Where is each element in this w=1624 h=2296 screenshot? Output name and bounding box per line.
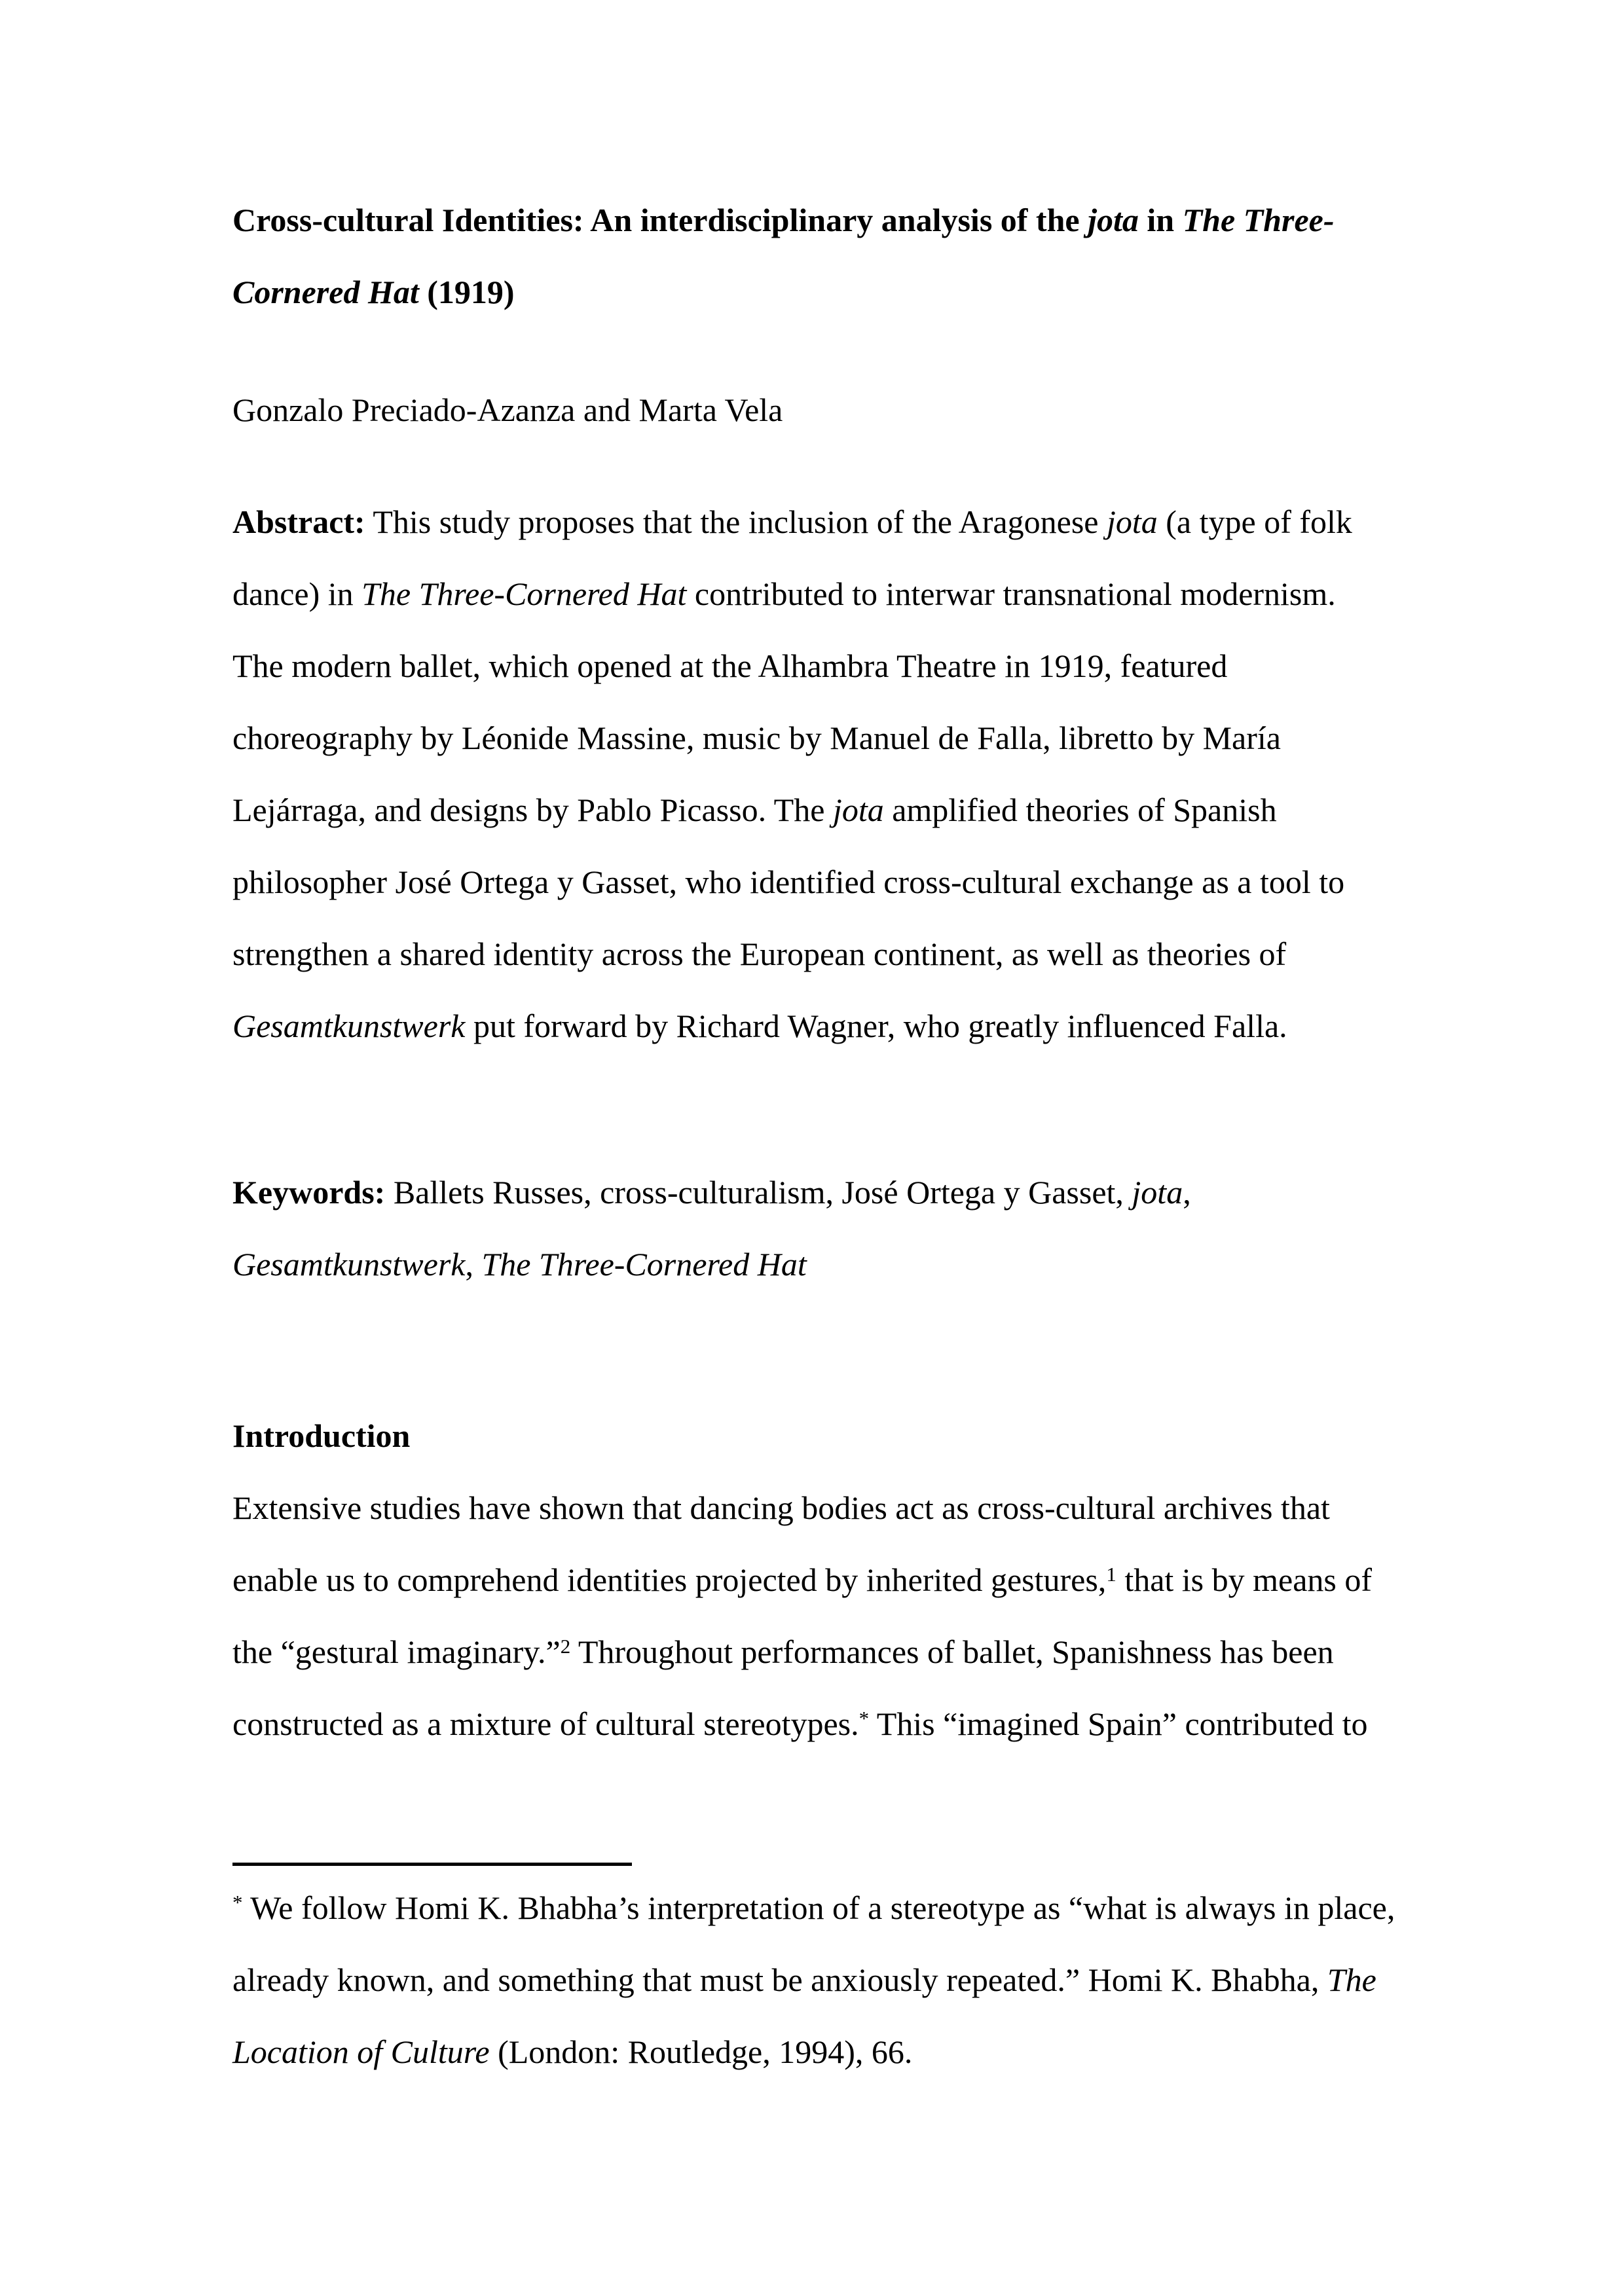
introduction-line: Extensive studies have shown that dancing bodies act as cross-cultural archives that	[232, 1489, 1330, 1526]
paper-title	[232, 184, 1382, 328]
paper-title-line: Cornered Hat (1919)	[232, 274, 515, 310]
authors	[232, 374, 1382, 446]
section-heading-introduction	[232, 1400, 1382, 1472]
introduction-line: the “gestural imaginary.”$^2$ Throughout performances of ballet, Spanishness has been	[232, 1633, 1334, 1670]
footnote	[232, 1872, 1395, 2088]
introduction-line: constructed as a mixture of cultural stereotypes.* This “imagined Spain” contributed to	[232, 1705, 1368, 1742]
paper-title-line: Cross-cultural Identities: An interdisciplinary analysis of the jota in The Three-	[232, 202, 1335, 238]
abstract-line: dance) in The Three-Cornered Hat contributed to interwar transnational modernism.	[232, 575, 1336, 612]
footnote-line: * We follow Homi K. Bhabha’s interpretation of a stereotype as “what is always in place,	[232, 1889, 1395, 1926]
introduction-paragraph	[232, 1472, 1382, 1760]
section-heading-line: Introduction	[232, 1417, 411, 1454]
authors-line: Gonzalo Preciado-Azanza and Marta Vela	[232, 392, 783, 428]
abstract-line: Lejárraga, and designs by Pablo Picasso. The jota amplified theories of Spanish	[232, 792, 1277, 828]
abstract-line: Abstract: This study proposes that the inclusion of the Aragonese jota (a type of folk	[232, 503, 1352, 540]
footnote-line: Location of Culture (London: Routledge, 1994), 66.	[232, 2033, 913, 2070]
keywords-line: Gesamtkunstwerk, The Three-Cornered Hat	[232, 1246, 807, 1283]
footnote-separator	[232, 1863, 632, 1866]
introduction-line: enable us to comprehend identities projected by inherited gestures,$^1$ that is by means of	[232, 1561, 1373, 1598]
keywords-paragraph	[232, 1156, 1382, 1300]
abstract-line: Gesamtkunstwerk put forward by Richard Wagner, who greatly influenced Falla.	[232, 1008, 1287, 1044]
abstract-line: choreography by Léonide Massine, music by Manuel de Falla, libretto by María	[232, 720, 1281, 756]
keywords-line: Keywords: Ballets Russes, cross-culturalism, José Ortega y Gasset, jota,	[232, 1174, 1191, 1211]
abstract-paragraph	[232, 486, 1382, 1062]
abstract-line: strengthen a shared identity across the European continent, as well as theories of	[232, 936, 1287, 972]
abstract-line: The modern ballet, which opened at the Alhambra Theatre in 1919, featured	[232, 647, 1228, 684]
abstract-line: philosopher José Ortega y Gasset, who identified cross-cultural exchange as a tool to	[232, 864, 1345, 900]
footnote-line: already known, and something that must be anxiously repeated.” Homi K. Bhabha, The	[232, 1961, 1376, 1998]
